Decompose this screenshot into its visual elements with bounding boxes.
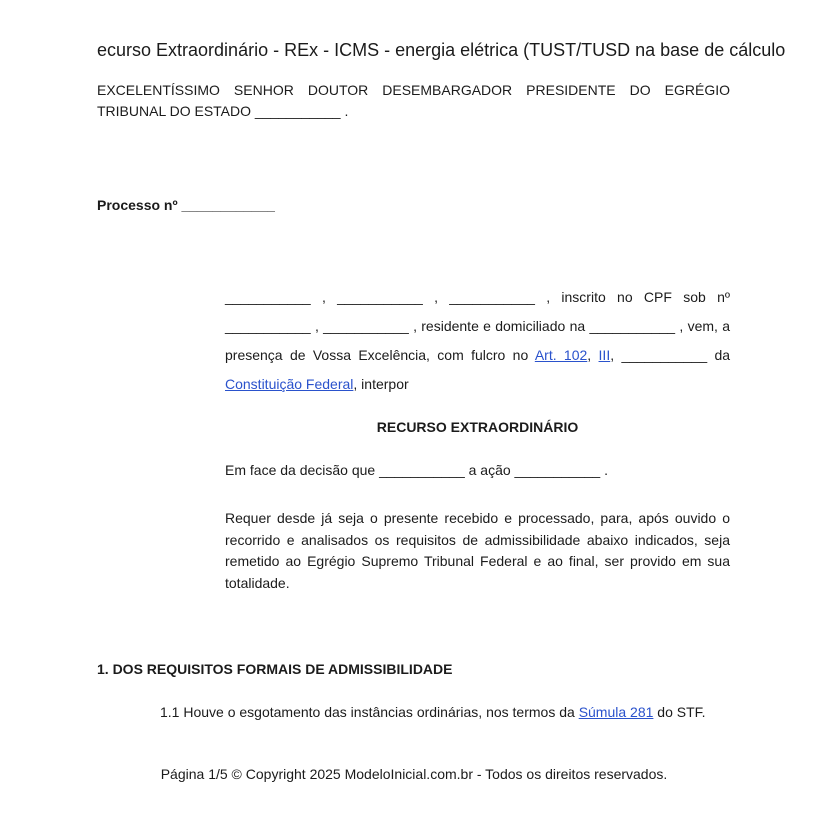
page-footer: Página 1/5 © Copyright 2025 ModeloInicial.com.br - Todos os direitos reservados. xyxy=(160,766,668,782)
link-constituicao-federal[interactable]: Constituição Federal xyxy=(225,376,354,392)
item-1-1-text-1: 1.1 Houve o esgotamento das instâncias ordinárias, nos termos da xyxy=(160,704,579,720)
link-iii[interactable]: III xyxy=(598,347,611,363)
intro-paragraph xyxy=(225,283,730,399)
link-art-102[interactable]: Art. 102 xyxy=(534,347,588,363)
process-number-line: Processo nº ____________ xyxy=(97,197,275,213)
item-1-1 xyxy=(160,704,730,720)
link-sumula-281[interactable]: Súmula 281 xyxy=(578,704,654,720)
request-paragraph: Requer desde já seja o presente recebido e processado, para, após ouvido o recorrido e analisados os requisitos de admissibilidade abaixo indicados, seja remetido ao Egrégio Supremo Tribunal Federal e ao final, ser provido em sua totalidade. xyxy=(225,510,730,591)
addressee-line: EXCELENTÍSSIMO SENHOR DOUTOR DESEMBARGADOR PRESIDENTE DO EGRÉGIO TRIBUNAL DO ESTADO ___________ . xyxy=(97,82,730,119)
intro-text-3: , interpor xyxy=(353,376,409,392)
decision-line: Em face da decisão que ___________ a ação ___________ . xyxy=(225,462,608,478)
intro-separator: , xyxy=(587,347,599,363)
section-1-heading: 1. DOS REQUISITOS FORMAIS DE ADMISSIBILIDADE xyxy=(97,661,453,677)
document-title: ecurso Extraordinário - REx - ICMS - energia elétrica (TUST/TUSD na base de cálculo xyxy=(97,40,786,60)
intro-text-1: ___________ , ___________ , ___________ , inscrito no CPF sob nº ___________ , ___________ , residente e domiciliado na ___________ , vem, a presença de Vossa Excelência, com fulcro no xyxy=(225,289,730,363)
intro-text-2: , ___________ da xyxy=(610,347,731,363)
item-1-1-text-2: do STF. xyxy=(653,704,706,720)
recurso-heading: RECURSO EXTRAORDINÁRIO xyxy=(376,419,579,435)
